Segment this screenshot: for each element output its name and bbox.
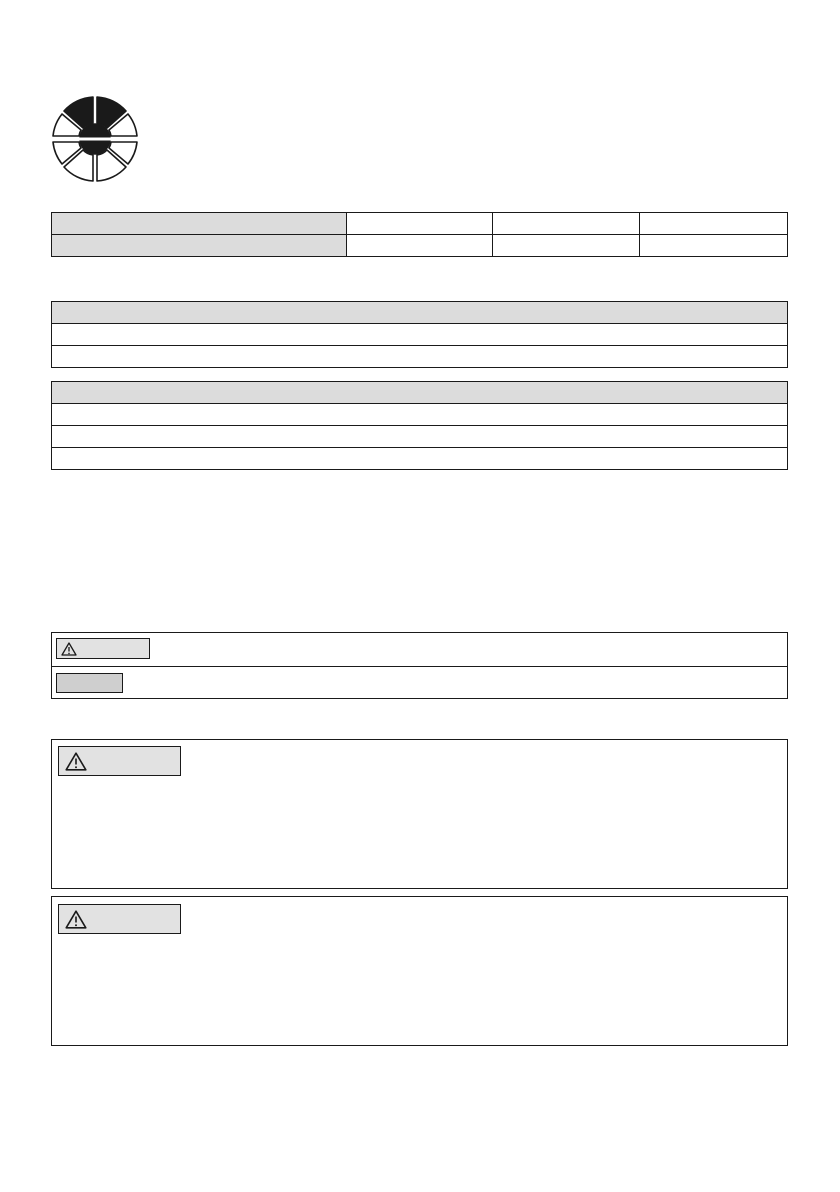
spec-row-label	[52, 213, 347, 235]
warning-label-tag	[58, 746, 181, 776]
spec-cell	[493, 213, 640, 235]
table-row	[52, 426, 788, 448]
table-row	[52, 346, 788, 368]
warning-triangle-icon	[65, 752, 87, 771]
spec-table	[51, 212, 788, 257]
legend-divider	[52, 666, 787, 667]
spec-cell	[493, 235, 640, 257]
spec-row-label	[52, 235, 347, 257]
table-row	[52, 448, 788, 470]
spec-cell	[346, 213, 493, 235]
spec-cell	[346, 235, 493, 257]
table-header	[52, 302, 788, 324]
table-cell	[52, 346, 788, 368]
note-symbol-tag	[56, 673, 123, 693]
symbol-legend-box	[51, 632, 788, 699]
table-header	[52, 382, 788, 404]
spec-row	[52, 235, 788, 257]
table-row	[52, 404, 788, 426]
table-header-cell	[52, 382, 788, 404]
table-row	[52, 324, 788, 346]
warning-triangle-icon	[61, 642, 77, 656]
warning-panel	[51, 896, 788, 1046]
table-header-cell	[52, 302, 788, 324]
warning-panel	[51, 739, 788, 889]
warning-label-tag	[58, 904, 181, 934]
table-cell	[52, 426, 788, 448]
spec-row	[52, 213, 788, 235]
spec-cell	[640, 235, 788, 257]
warning-symbol-tag	[56, 638, 150, 659]
info-table-b	[51, 381, 788, 470]
table-cell	[52, 324, 788, 346]
info-table-a	[51, 301, 788, 368]
segmented-wheel-logo	[50, 94, 140, 184]
warning-triangle-icon	[65, 910, 87, 929]
table-cell	[52, 404, 788, 426]
spec-cell	[640, 213, 788, 235]
table-cell	[52, 448, 788, 470]
